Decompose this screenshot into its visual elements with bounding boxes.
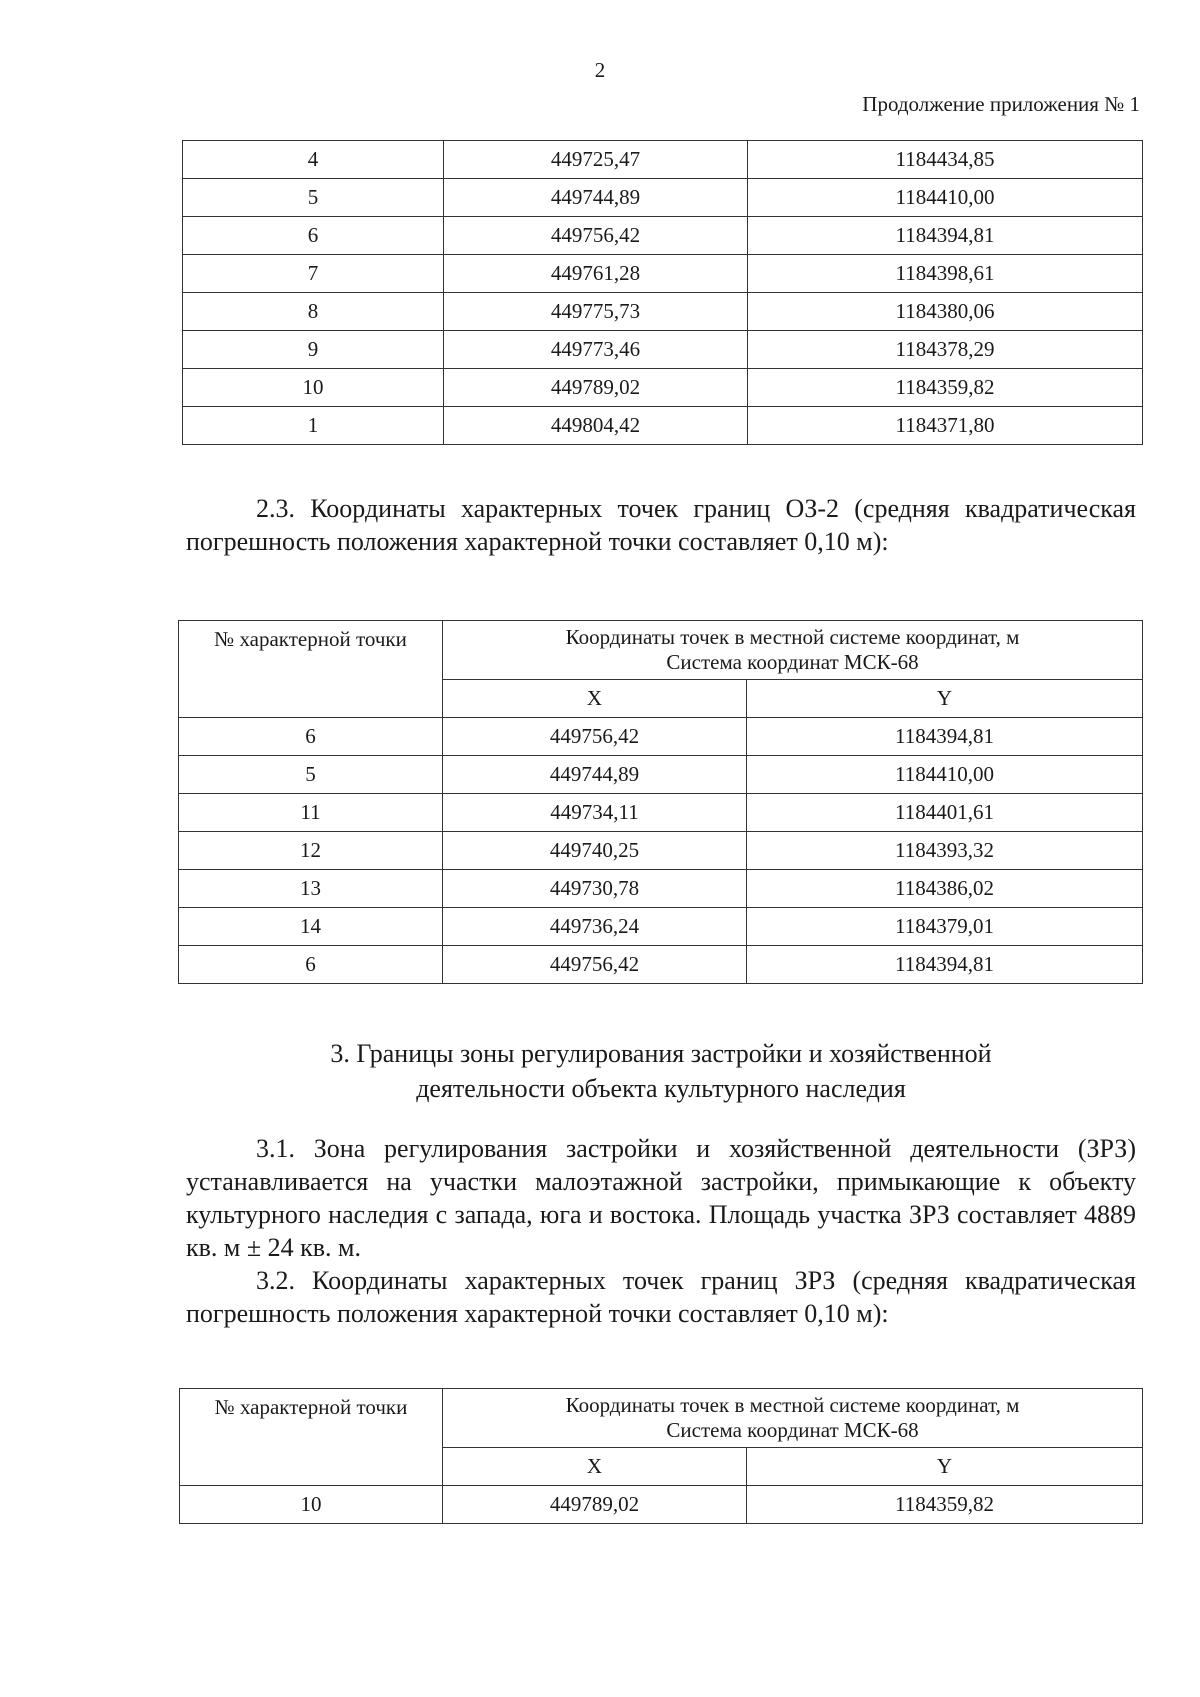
y-coordinate-cell: 1184386,02	[747, 870, 1143, 908]
x-coordinate-cell: 449775,73	[444, 293, 748, 331]
y-coordinate-cell: 1184394,81	[747, 946, 1143, 984]
point-number-cell: 11	[179, 794, 443, 832]
x-coordinate-cell: 449734,11	[443, 794, 747, 832]
x-coordinate-cell: 449730,78	[443, 870, 747, 908]
x-coordinate-cell: 449789,02	[444, 369, 748, 407]
paragraph-2-3	[186, 492, 1136, 558]
table-row	[183, 407, 1143, 445]
header-coordinates-line1: Координаты точек в местной системе координат, м	[565, 1392, 1020, 1417]
y-coordinate-cell: 1184394,81	[748, 217, 1143, 255]
table-row	[179, 756, 1143, 794]
x-coordinate-cell: 449736,24	[443, 908, 747, 946]
y-coordinate-cell: 1184359,82	[748, 369, 1143, 407]
point-number-cell: 14	[179, 908, 443, 946]
y-coordinate-cell: 1184393,32	[747, 832, 1143, 870]
table-row	[183, 331, 1143, 369]
table-row	[179, 870, 1143, 908]
table-row	[183, 141, 1143, 179]
x-coordinate-cell: 449744,89	[444, 179, 748, 217]
x-coordinate-cell: 449725,47	[444, 141, 748, 179]
y-coordinate-cell: 1184410,00	[747, 756, 1143, 794]
coordinates-table-zrz	[179, 1388, 1143, 1524]
point-number-cell: 5	[179, 756, 443, 794]
table-header-row	[180, 1389, 1143, 1448]
paragraph-3-2-text: 3.2. Координаты характерных точек границ ЗРЗ (средняя квадратическая погрешность положения характерной точки составляет 0,10 м):	[186, 1266, 1136, 1328]
y-coordinate-cell: 1184371,80	[748, 407, 1143, 445]
header-point-number-text: № характерной точки	[214, 627, 407, 651]
point-number-cell: 6	[179, 718, 443, 756]
table-row	[183, 217, 1143, 255]
table-row	[183, 293, 1143, 331]
header-point-number	[179, 621, 443, 718]
point-number-cell: 8	[183, 293, 444, 331]
header-coordinates-line2: Система координат МСК-68	[666, 1418, 919, 1442]
y-coordinate-cell: 1184434,85	[748, 141, 1143, 179]
point-number-cell: 1	[183, 407, 444, 445]
x-coordinate-cell: 449789,02	[443, 1486, 747, 1524]
paragraph-3-1-text: 3.1. Зона регулирования застройки и хозяйственной деятельности (ЗРЗ) устанавливается на участки малоэтажной застройки, примыкающие к объекту культурного наследия с запада, юга и востока. Площадь участка ЗРЗ составляет 4889 кв. м ± 24 кв. м.	[186, 1134, 1136, 1262]
table-row	[179, 908, 1143, 946]
table-header-row	[179, 621, 1143, 680]
section-3-title	[186, 1036, 1136, 1106]
x-coordinate-cell: 449756,42	[443, 718, 747, 756]
x-coordinate-cell: 449740,25	[443, 832, 747, 870]
point-number-cell: 13	[179, 870, 443, 908]
point-number-cell: 9	[183, 331, 444, 369]
header-coordinates-line2: Система координат МСК-68	[666, 650, 919, 674]
point-number-cell: 6	[183, 217, 444, 255]
table-row	[179, 946, 1143, 984]
y-coordinate-cell: 1184398,61	[748, 255, 1143, 293]
table-row	[179, 832, 1143, 870]
header-y: Y	[747, 1448, 1143, 1486]
x-coordinate-cell: 449773,46	[444, 331, 748, 369]
y-coordinate-cell: 1184359,82	[747, 1486, 1143, 1524]
table-row	[183, 179, 1143, 217]
header-y: Y	[747, 680, 1143, 718]
table-row	[180, 1486, 1143, 1524]
x-coordinate-cell: 449761,28	[444, 255, 748, 293]
point-number-cell: 12	[179, 832, 443, 870]
x-coordinate-cell: 449756,42	[443, 946, 747, 984]
y-coordinate-cell: 1184401,61	[747, 794, 1143, 832]
table-row	[183, 369, 1143, 407]
point-number-cell: 6	[179, 946, 443, 984]
point-number-cell: 10	[183, 369, 444, 407]
y-coordinate-cell: 1184379,01	[747, 908, 1143, 946]
header-coordinates-line1: Координаты точек в местной системе координат, м	[565, 624, 1020, 649]
paragraph-3-2	[186, 1264, 1136, 1330]
table-row	[183, 255, 1143, 293]
section-3-title-line2: деятельности объекта культурного наследия	[416, 1074, 906, 1103]
header-point-number-text: № характерной точки	[214, 1395, 408, 1419]
y-coordinate-cell: 1184380,06	[748, 293, 1143, 331]
table-row	[179, 718, 1143, 756]
header-coordinates	[443, 621, 1143, 680]
header-coordinates	[443, 1389, 1143, 1448]
table-row	[179, 794, 1143, 832]
header-point-number	[180, 1389, 443, 1486]
section-3-title-line1: 3. Границы зоны регулирования застройки и хозяйственной	[330, 1039, 992, 1068]
x-coordinate-cell: 449756,42	[444, 217, 748, 255]
paragraph-3-1	[186, 1132, 1136, 1264]
point-number-cell: 4	[183, 141, 444, 179]
coordinates-table-continued	[182, 140, 1143, 445]
paragraph-2-3-text: 2.3. Координаты характерных точек границ ОЗ-2 (средняя квадратическая погрешность положения характерной точки составляет 0,10 м):	[186, 494, 1136, 556]
header-x: X	[443, 680, 747, 718]
page-number: 2	[594, 58, 606, 82]
y-coordinate-cell: 1184378,29	[748, 331, 1143, 369]
x-coordinate-cell: 449804,42	[444, 407, 748, 445]
y-coordinate-cell: 1184410,00	[748, 179, 1143, 217]
coordinates-table-oz2	[178, 620, 1143, 984]
x-coordinate-cell: 449744,89	[443, 756, 747, 794]
point-number-cell: 7	[183, 255, 444, 293]
point-number-cell: 5	[183, 179, 444, 217]
y-coordinate-cell: 1184394,81	[747, 718, 1143, 756]
point-number-cell: 10	[180, 1486, 443, 1524]
header-x: X	[443, 1448, 747, 1486]
header-note: Продолжение приложения № 1	[862, 92, 1140, 116]
